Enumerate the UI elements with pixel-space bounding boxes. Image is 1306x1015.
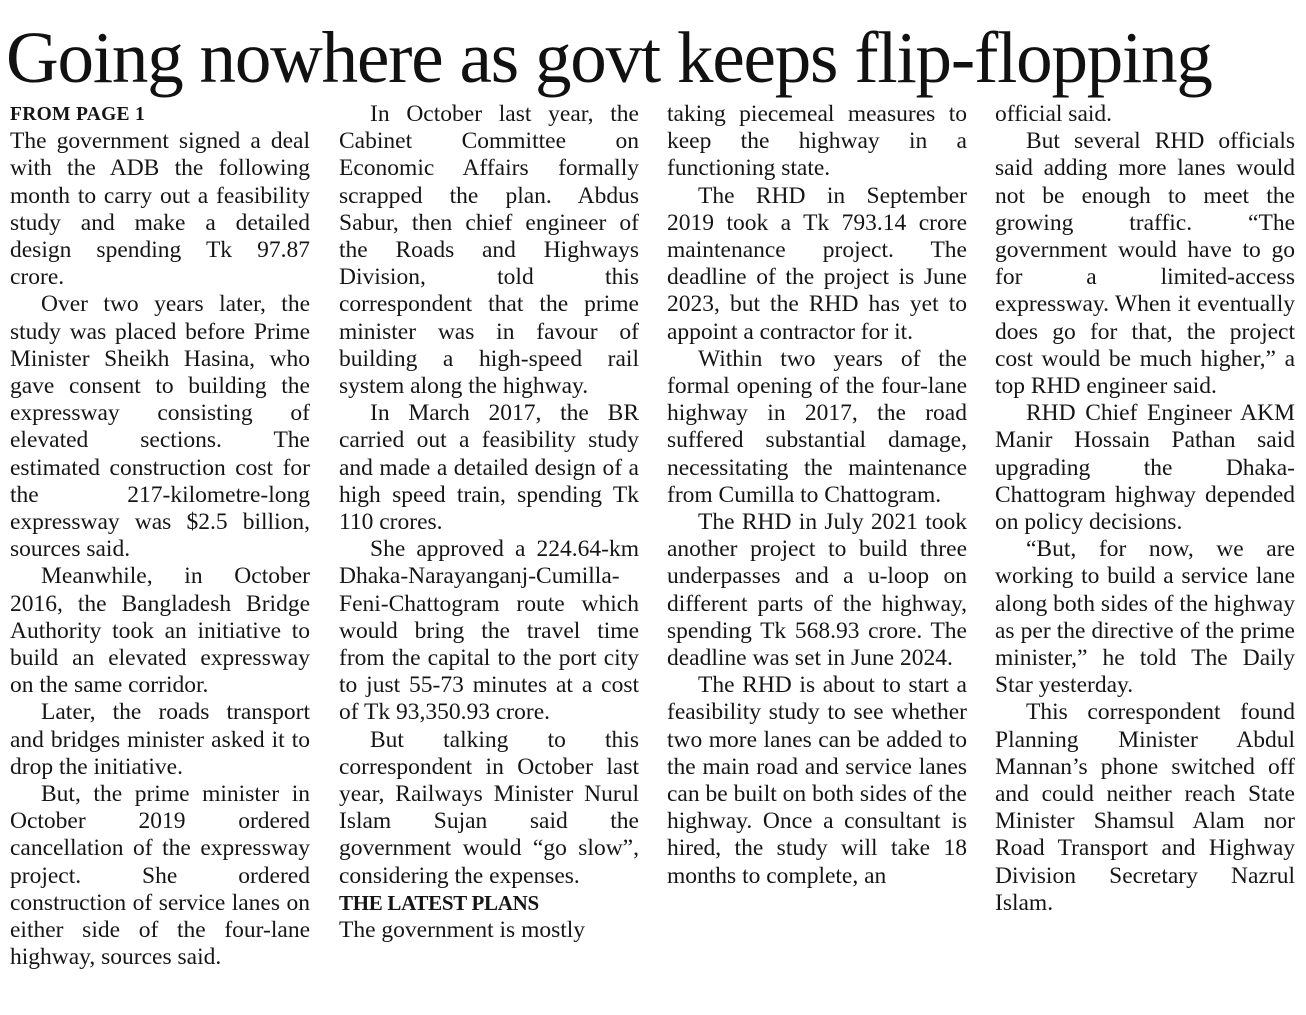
article-column-1 xyxy=(10,101,310,972)
section-subhead: THE LATEST PLANS xyxy=(339,890,539,915)
paragraph: official said. xyxy=(995,101,1113,127)
article-column-3 xyxy=(667,101,967,890)
jump-line: FROM PAGE 1 xyxy=(10,104,146,125)
paragraph: This correspondent found Planning Minister Abdul Mannan’s phone switched off and could neither reach State Minister Shamsul Alam nor Road Transport and Highway Division Secretary Nazrul Islam. xyxy=(995,699,1295,916)
paragraph: The RHD in July 2021 took another project to build three underpasses and a u-loop on different parts of the highway, spending Tk 568.93 crore. The deadline was set in June 2024. xyxy=(667,509,967,672)
paragraph: The government signed a deal with the ADB the following month to carry out a feasibility study and make a detailed design spending Tk 97.87 crore. xyxy=(10,128,310,291)
paragraph: The government is mostly xyxy=(339,917,586,944)
paragraph: Over two years later, the study was placed before Prime Minister Sheikh Hasina, who gave consent to building the expressway consisting of elevated sections. The estimated construction cost for the 217-kilometre-long expressway was $2.5 billion, sources said. xyxy=(10,291,310,563)
article-column-2 xyxy=(339,101,639,944)
paragraph: She approved a 224.64-km Dhaka-Narayanganj-Cumilla-Feni-Chattogram route which would bring the travel time from the capital to the port city to just 55-73 minutes at a cost of Tk 93,350.93 crore. xyxy=(339,536,639,726)
paragraph: RHD Chief Engineer AKM Manir Hossain Pathan said upgrading the Dhaka-Chattogram highway depended on policy decisions. xyxy=(995,400,1295,536)
paragraph: But several RHD officials said adding more lanes would not be enough to meet the growing traffic. “The government would have to go for a limited-access expressway. When it eventually does go for that, the project cost would be much higher,” a top RHD engineer said. xyxy=(995,128,1295,400)
paragraph: The RHD is about to start a feasibility study to see whether two more lanes can be added to the main road and service lanes can be built on both sides of the highway. Once a consultant is hired, the study will take 18 months to complete, an xyxy=(667,672,967,889)
paragraph: But, the prime minister in October 2019 ordered cancellation of the expressway project. She ordered construction of service lanes on either side of the four-lane highway, sources said. xyxy=(10,781,310,971)
headline: Going nowhere as govt keeps flip-flopping xyxy=(6,17,1212,98)
paragraph: taking piecemeal measures to keep the highway in a functioning state. xyxy=(667,101,967,182)
paragraph: Later, the roads transport and bridges minister asked it to drop the initiative. xyxy=(10,699,310,780)
paragraph: But talking to this correspondent in October last year, Railways Minister Nurul Islam Sujan said the government would “go slow”, considering the expenses. xyxy=(339,726,639,889)
paragraph: Within two years of the formal opening of the four-lane highway in 2017, the road suffered substantial damage, necessitating the maintenance from Cumilla to Chattogram. xyxy=(667,345,967,508)
paragraph: The RHD in September 2019 took a Tk 793.14 crore maintenance project. The deadline of the project is June 2023, but the RHD has yet to appoint a contractor for it. xyxy=(667,182,967,345)
paragraph: In March 2017, the BR carried out a feasibility study and made a detailed design of a high speed train, spending Tk 110 crores. xyxy=(339,400,639,536)
paragraph: “But, for now, we are working to build a service lane along both sides of the highway as per the directive of the prime minister,” he told The Daily Star yesterday. xyxy=(995,536,1295,699)
article-column-4 xyxy=(995,101,1295,917)
paragraph: In October last year, the Cabinet Committee on Economic Affairs formally scrapped the plan. Abdus Sabur, then chief engineer of the Roads and Highways Division, told this correspondent that the prime minister was in favour of building a high-speed rail system along the highway. xyxy=(339,101,639,400)
paragraph: Meanwhile, in October 2016, the Bangladesh Bridge Authority took an initiative to build an elevated expressway on the same corridor. xyxy=(10,563,310,699)
